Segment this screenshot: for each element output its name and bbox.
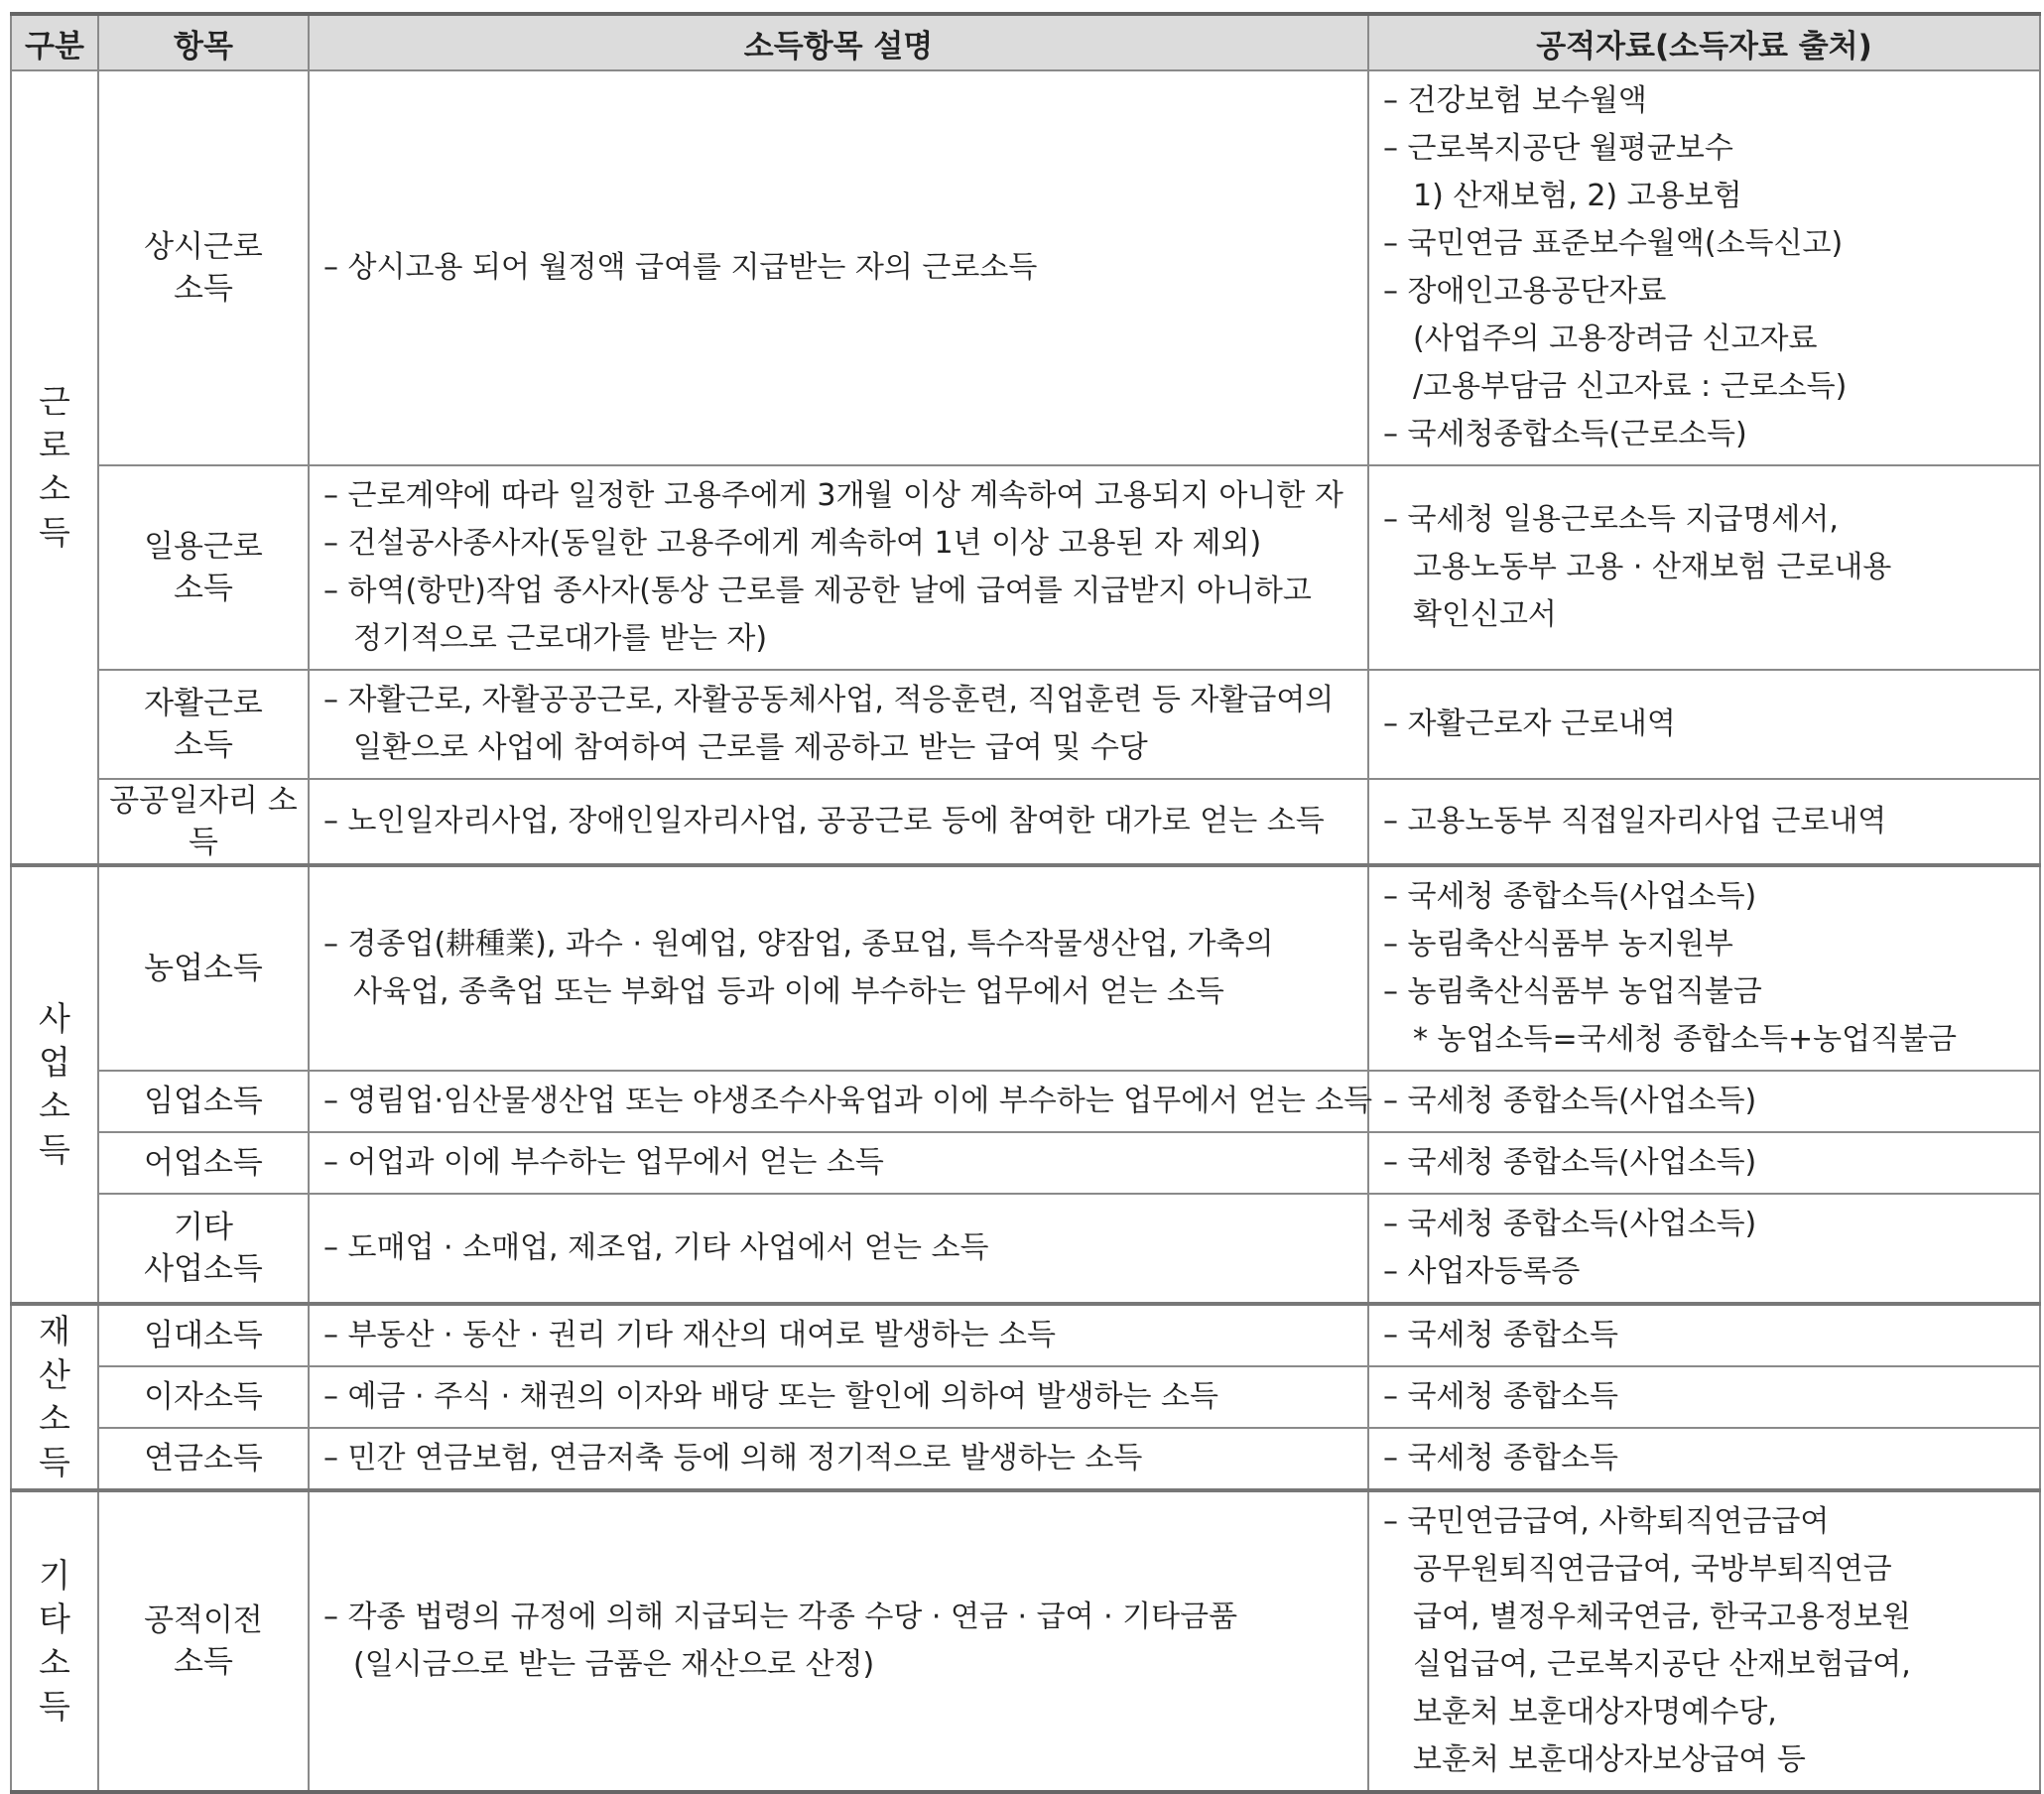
- item-cell: [98, 1490, 309, 1792]
- source-line: (사업주의 고용장려금 신고자료: [1413, 321, 1818, 356]
- description-cell: [309, 1304, 1368, 1366]
- source-cell: [1368, 70, 2040, 465]
- description-line: – 건설공사종사자(동일한 고용주에게 계속하여 1년 이상 고용된 자 제외): [323, 526, 1262, 561]
- source-line: * 농업소득=국세청 종합소득+농업직불금: [1413, 1022, 1958, 1057]
- item-cell: [98, 1132, 309, 1194]
- item-label: 자활근로: [144, 686, 263, 721]
- item-label: 임업소득: [144, 1084, 263, 1119]
- table-row: [11, 465, 2040, 670]
- table-row: [11, 1071, 2040, 1132]
- source-line: 1) 산재보험, 2) 고용보험: [1413, 179, 1742, 213]
- category-label: 근 로 소 득: [39, 382, 70, 552]
- source-line: /고용부담금 신고자료 : 근로소득): [1413, 369, 1848, 404]
- description-line: – 경종업(耕種業), 과수 · 원예업, 양잠업, 종묘업, 특수작물생산업, 가축의: [323, 927, 1274, 961]
- item-label: 일용근로: [144, 529, 263, 565]
- description-cell: [309, 70, 1368, 465]
- item-label: 상시근로: [144, 229, 263, 265]
- item-cell: [98, 1428, 309, 1490]
- description-cell: [309, 779, 1368, 865]
- description-line: – 영림업·임산물생산업 또는 야생조수사육업과 이에 부수하는 업무에서 얻는 소득: [323, 1084, 1373, 1118]
- item-cell: [98, 70, 309, 465]
- source-line: – 국세청 종합소득(사업소득): [1383, 1207, 1757, 1241]
- item-label: 농업소득: [144, 951, 263, 986]
- source-line: – 농림축산식품부 농업직불금: [1383, 974, 1762, 1009]
- source-line: 실업급여, 근로복지공단 산재보험급여,: [1413, 1647, 1911, 1682]
- description-line: 사육업, 종축업 또는 부화업 등과 이에 부수하는 업무에서 얻는 소득: [353, 974, 1224, 1009]
- source-line: 고용노동부 고용 · 산재보험 근로내용: [1413, 550, 1892, 584]
- item-label: 소득: [174, 727, 233, 763]
- category-cell: [11, 70, 98, 865]
- source-line: 급여, 별정우체국연금, 한국고용정보원: [1413, 1600, 1911, 1634]
- source-line: – 국세청종합소득(근로소득): [1383, 417, 1747, 451]
- table-row: [11, 1132, 2040, 1194]
- description-line: – 하역(항만)작업 종사자(통상 근로를 제공한 날에 급여를 지급받지 아니하고: [323, 574, 1312, 608]
- item-cell: [98, 1366, 309, 1428]
- item-label: 소득: [174, 271, 233, 307]
- item-cell: [98, 779, 309, 865]
- description-line: – 상시고용 되어 월정액 급여를 지급받는 자의 근로소득: [323, 250, 1038, 285]
- description-cell: [309, 865, 1368, 1071]
- item-label: 연금소득: [144, 1441, 263, 1476]
- table-body: [11, 70, 2040, 1792]
- item-label: 임대소득: [144, 1318, 263, 1353]
- description-line: – 어업과 이에 부수하는 업무에서 얻는 소득: [323, 1145, 884, 1180]
- description-cell: [309, 670, 1368, 779]
- item-label: 공적이전: [144, 1602, 263, 1638]
- description-cell: [309, 1071, 1373, 1132]
- item-label: 공공일자리 소득: [109, 783, 298, 860]
- source-cell: [1368, 670, 2040, 779]
- source-line: – 고용노동부 직접일자리사업 근로내역: [1383, 804, 1887, 838]
- description-cell: [309, 1132, 1368, 1194]
- description-line: 정기적으로 근로대가를 받는 자): [353, 621, 768, 656]
- source-cell: [1368, 1132, 2040, 1194]
- description-cell: [309, 1366, 1368, 1428]
- table-row: [11, 1194, 2040, 1304]
- item-cell: [98, 1071, 309, 1132]
- source-cell: [1368, 1490, 2040, 1792]
- table-row: [11, 1366, 2040, 1428]
- source-line: – 국세청 종합소득: [1383, 1441, 1618, 1475]
- description-line: – 예금 · 주식 · 채권의 이자와 배당 또는 할인에 의하여 발생하는 소득: [323, 1379, 1218, 1414]
- source-line: – 국민연금급여, 사학퇴직연금급여: [1383, 1504, 1830, 1539]
- description-line: – 각종 법령의 규정에 의해 지급되는 각종 수당 · 연금 · 급여 · 기타금품: [323, 1600, 1238, 1634]
- source-line: 공무원퇴직연금급여, 국방부퇴직연금: [1413, 1552, 1892, 1587]
- source-cell: [1368, 1366, 2040, 1428]
- source-cell: [1368, 1304, 2040, 1366]
- source-line: 보훈처 보훈대상자보상급여 등: [1413, 1742, 1806, 1777]
- description-line: – 부동산 · 동산 · 권리 기타 재산의 대여로 발생하는 소득: [323, 1318, 1057, 1352]
- description-line: – 근로계약에 따라 일정한 고용주에게 3개월 이상 계속하여 고용되지 아니한 자: [323, 478, 1343, 513]
- source-line: – 국세청 종합소득(사업소득): [1383, 1084, 1757, 1118]
- category-cell: [11, 1304, 98, 1490]
- category-label: 기 타 소 득: [39, 1556, 70, 1726]
- description-cell: [309, 1194, 1368, 1304]
- source-line: – 국세청 종합소득(사업소득): [1383, 879, 1757, 914]
- item-cell: [98, 1194, 309, 1304]
- item-label: 사업소득: [144, 1251, 263, 1287]
- description-cell: [309, 1428, 1368, 1490]
- source-cell: [1368, 865, 2040, 1071]
- header-category: 구분: [11, 14, 98, 70]
- item-cell: [98, 465, 309, 670]
- item-label: 소득: [174, 571, 233, 606]
- source-line: – 국민연금 표준보수월액(소득신고): [1383, 226, 1844, 261]
- source-cell: [1368, 1428, 2040, 1490]
- item-cell: [98, 670, 309, 779]
- source-cell: [1368, 779, 2040, 865]
- item-label: 기타: [174, 1210, 233, 1245]
- source-cell: [1368, 465, 2040, 670]
- source-line: – 장애인고용공단자료: [1383, 274, 1667, 309]
- item-label: 소득: [174, 1644, 233, 1680]
- header-item: 항목: [98, 14, 309, 70]
- item-label: 이자소득: [144, 1379, 263, 1415]
- description-line: – 민간 연금보험, 연금저축 등에 의해 정기적으로 발생하는 소득: [323, 1441, 1143, 1475]
- source-line: – 국세청 일용근로소득 지급명세서,: [1383, 502, 1839, 537]
- income-table-wrapper: [10, 12, 2039, 1794]
- table-row: [11, 1490, 2040, 1792]
- description-line: – 자활근로, 자활공공근로, 자활공동체사업, 적응훈련, 직업훈련 등 자활급여의: [323, 683, 1335, 717]
- table-row: [11, 670, 2040, 779]
- source-line: – 국세청 종합소득(사업소득): [1383, 1145, 1757, 1180]
- item-cell: [98, 865, 309, 1071]
- table-row: [11, 1304, 2040, 1366]
- table-row: [11, 70, 2040, 465]
- table-row: [11, 779, 2040, 865]
- description-cell: [309, 465, 1368, 670]
- source-line: – 사업자등록증: [1383, 1254, 1581, 1289]
- source-line: – 자활근로자 근로내역: [1383, 706, 1676, 741]
- source-cell: [1368, 1194, 2040, 1304]
- header-description: 소득항목 설명: [309, 14, 1368, 70]
- header-row: [11, 14, 2040, 70]
- description-line: (일시금으로 받는 금품은 재산으로 산정): [353, 1647, 875, 1682]
- table-row: [11, 1428, 2040, 1490]
- source-line: – 건강보험 보수월액: [1383, 83, 1647, 118]
- item-label: 어업소득: [144, 1145, 263, 1181]
- source-line: 보훈처 보훈대상자명예수당,: [1413, 1695, 1777, 1730]
- source-cell: [1368, 1071, 2040, 1132]
- item-cell: [98, 1304, 309, 1366]
- description-line: – 도매업 · 소매업, 제조업, 기타 사업에서 얻는 소득: [323, 1230, 989, 1265]
- header-source: 공적자료(소득자료 출처): [1368, 14, 2040, 70]
- category-label: 재 산 소 득: [39, 1312, 70, 1481]
- category-cell: [11, 1490, 98, 1792]
- table-row: [11, 865, 2040, 1071]
- source-line: – 국세청 종합소득: [1383, 1318, 1618, 1352]
- description-line: 일환으로 사업에 참여하여 근로를 제공하고 받는 급여 및 수당: [353, 730, 1148, 765]
- source-line: 확인신고서: [1413, 597, 1557, 632]
- description-cell: [309, 1490, 1368, 1792]
- source-line: – 국세청 종합소득: [1383, 1379, 1618, 1414]
- description-line: – 노인일자리사업, 장애인일자리사업, 공공근로 등에 참여한 대가로 얻는 소득: [323, 804, 1325, 838]
- source-line: – 농림축산식품부 농지원부: [1383, 927, 1733, 961]
- category-cell: [11, 865, 98, 1304]
- source-line: – 근로복지공단 월평균보수: [1383, 131, 1733, 166]
- income-table: [10, 12, 2041, 1794]
- category-label: 사 업 소 득: [39, 999, 70, 1169]
